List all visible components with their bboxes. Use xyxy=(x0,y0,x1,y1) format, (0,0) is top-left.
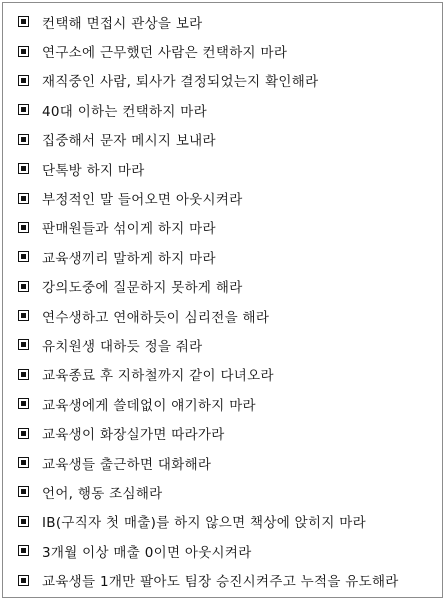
list-item-text: 단톡방 하지 마라 xyxy=(42,162,145,179)
list-item xyxy=(3,360,442,389)
list-item-text: 교육생끼리 말하게 하지 마라 xyxy=(42,250,216,267)
list-item xyxy=(3,301,442,330)
list-item xyxy=(3,7,442,36)
list-item xyxy=(3,213,442,242)
list-item-text: 유치원생 대하듯 정을 줘라 xyxy=(42,338,203,355)
list-item-text: 부정적인 말 들어오면 아웃시켜라 xyxy=(42,192,243,209)
square-bullet-icon xyxy=(18,310,29,321)
list-item-text: 언어, 행동 조심해라 xyxy=(42,485,163,502)
list-item xyxy=(3,565,442,594)
square-bullet-icon xyxy=(18,134,29,145)
square-bullet-icon xyxy=(18,575,29,586)
square-bullet-icon xyxy=(18,75,29,86)
square-bullet-icon xyxy=(18,104,29,115)
list-item xyxy=(3,507,442,536)
list-item-text: 컨택해 면접시 관상을 보라 xyxy=(42,15,203,32)
square-bullet-icon xyxy=(18,16,29,27)
list-item-text: 판매원들과 섞이게 하지 마라 xyxy=(42,221,216,238)
list-item-text: 연구소에 근무했던 사람은 컨택하지 마라 xyxy=(42,45,288,62)
square-bullet-icon xyxy=(18,251,29,262)
square-bullet-icon xyxy=(18,369,29,380)
list-item xyxy=(3,125,442,154)
square-bullet-icon xyxy=(18,457,29,468)
square-bullet-icon xyxy=(18,516,29,527)
list-item xyxy=(3,448,442,477)
list-item xyxy=(3,418,442,447)
list-item-text: 재직중인 사람, 퇴사가 결정되었는지 확인해라 xyxy=(42,74,319,91)
square-bullet-icon xyxy=(18,193,29,204)
list-item xyxy=(3,536,442,565)
list-item xyxy=(3,272,442,301)
list-item xyxy=(3,154,442,183)
square-bullet-icon xyxy=(18,428,29,439)
list-item-text: 연수생하고 연애하듯이 심리전을 해라 xyxy=(42,309,270,326)
square-bullet-icon xyxy=(18,281,29,292)
list-item-text: 40대 이하는 컨택하지 마라 xyxy=(42,103,207,120)
list-item-text: 강의도중에 질문하지 못하게 해라 xyxy=(42,280,243,297)
square-bullet-icon xyxy=(18,486,29,497)
list-item-text: 집중해서 문자 메시지 보내라 xyxy=(42,133,216,150)
list-item-text: 교육종료 후 지하철까지 같이 다녀오라 xyxy=(42,368,274,385)
list-item xyxy=(3,242,442,271)
list-item-text: 교육생들 1개만 팔아도 팀장 승진시켜주고 누적을 유도해라 xyxy=(42,574,399,591)
list-item xyxy=(3,36,442,65)
list-item xyxy=(3,330,442,359)
list-item xyxy=(3,66,442,95)
list-item xyxy=(3,95,442,124)
list-item-text: 교육생이 화장실가면 따라가라 xyxy=(42,427,225,444)
list-item xyxy=(3,389,442,418)
list-item xyxy=(3,477,442,506)
square-bullet-icon xyxy=(18,545,29,556)
list-item-text: 교육생에게 쓸데없이 얘기하지 마라 xyxy=(42,397,256,414)
square-bullet-icon xyxy=(18,339,29,350)
square-bullet-icon xyxy=(18,398,29,409)
square-bullet-icon xyxy=(18,163,29,174)
list-item-text: 3개월 이상 매출 0이면 아웃시켜라 xyxy=(42,544,252,561)
list-item-text: 교육생들 출근하면 대화해라 xyxy=(42,456,212,473)
document-frame xyxy=(2,2,443,598)
list-item xyxy=(3,183,442,212)
square-bullet-icon xyxy=(18,46,29,57)
square-bullet-icon xyxy=(18,222,29,233)
rule-list xyxy=(3,3,442,595)
list-item-text: IB(구직자 첫 매출)를 하지 않으면 책상에 앉히지 마라 xyxy=(42,515,366,532)
